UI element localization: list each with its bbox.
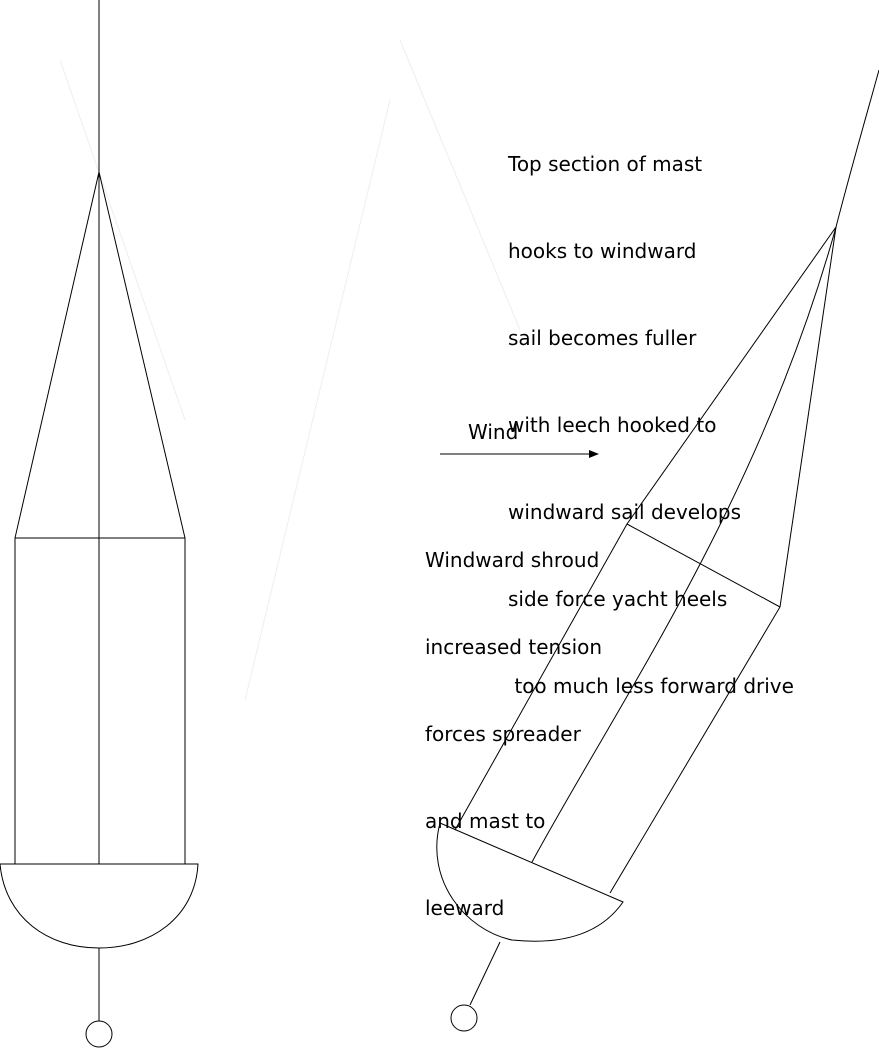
shroud-note-line: Windward shroud [425,548,600,572]
shroud-note-line: and mast to [425,809,546,833]
top-note-line: side force yacht heels [508,587,728,611]
upright-rig [0,0,198,1047]
shroud-note-line: forces spreader [425,722,581,746]
top-note-line: hooks to windward [508,239,697,263]
shroud-note-line: leeward [425,896,505,920]
top-note-line: too much less forward drive [508,674,794,698]
top-note-line: with leech hooked to [508,413,717,437]
upright-port-shroud [15,172,99,864]
top-note-line: Top section of mast [508,152,703,176]
top-note-line: windward sail develops [508,500,742,524]
top-note-line: sail becomes fuller [508,326,697,350]
upright-hull [0,864,198,948]
shroud-note [425,488,602,952]
upright-starboard-shroud [99,172,185,864]
upright-keel-bulb [86,1021,112,1047]
heeled-keel-bulb [451,1005,477,1031]
wind-label: Wind [468,420,519,444]
shroud-note-line: increased tension [425,635,603,659]
